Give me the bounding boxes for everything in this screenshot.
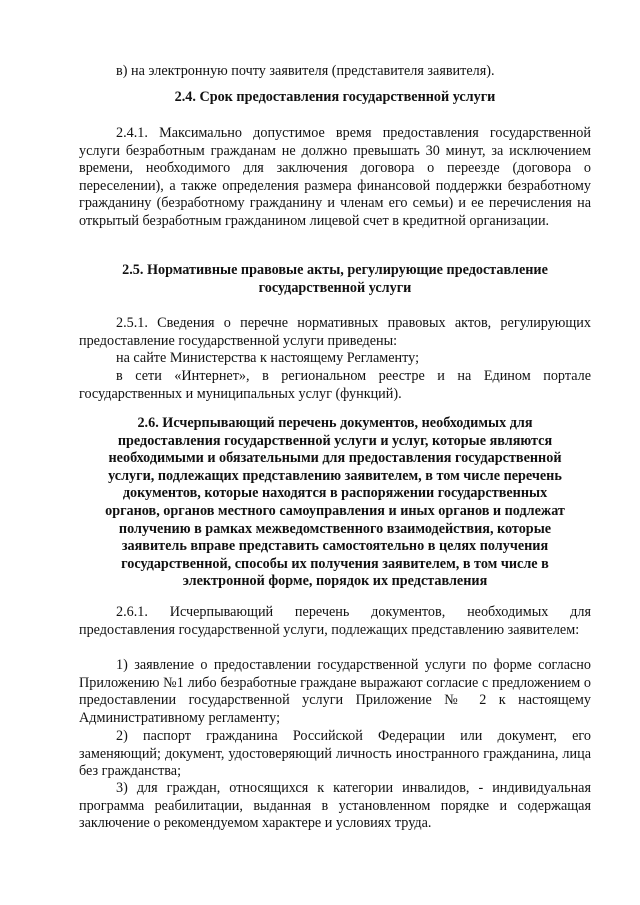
paragraph-2-5-1-a: на сайте Министерства к настоящему Регламенту; <box>116 350 420 366</box>
paragraph-2-5-1-b: в сети «Интернет», в региональном реестре и на Едином портале государственных и муниципальных услуг (функций). <box>79 368 591 402</box>
paragraph-2-6-1: 2.6.1. Исчерпывающий перечень документов, необходимых для предоставления государственной услуги, подлежащих представлению заявителем: <box>79 604 591 638</box>
heading-2-4: 2.4. Срок предоставления государственной услуги <box>174 89 496 105</box>
paragraph-2-6-1-item-1: 1) заявление о предоставлении государственной услуги по форме согласно Приложению №1 либо безработные граждане выражают согласие с предложением о предоставлении государственной услуги Приложение № 2 к настоящему Административному регламенту; <box>79 657 591 726</box>
paragraph-2-6-1-item-2: 2) паспорт гражданина Российской Федерации или документ, его заменяющий; документ, удостоверяющий личность иностранного гражданина, лица без гражданства; <box>79 728 591 780</box>
paragraph-2-3-v: в) на электронную почту заявителя (представителя заявителя). <box>116 63 495 79</box>
heading-2-5: 2.5. Нормативные правовые акты, регулирующие предоставление государственной услуги <box>122 262 548 296</box>
paragraph-2-6-1-item-3: 3) для граждан, относящихся к категории инвалидов, - индивидуальная программа реабилитации, выданная в установленном порядке и содержащая заключение о рекомендуемом характере и условиях труда. <box>79 780 591 832</box>
paragraph-2-5-1: 2.5.1. Сведения о перечне нормативных правовых актов, регулирующих предоставление государственной услуги приведены: <box>79 315 591 349</box>
heading-2-6: 2.6. Исчерпывающий перечень документов, необходимых для предоставления государственной услуги и услуг, которые являются необходимыми и обязательными для предоставления государственной услуги, подлежащих представлению заявителем, в том числе перечень документов, которые находятся в распоряжении государственных органов, органов местного самоуправления и иных органов и подлежат получению в рамках межведомственного взаимодействия, которые заявитель вправе представить самостоятельно в целях получения государственной, способы их получения заявителем, в том числе в электронной форме, порядок их представления <box>105 415 565 590</box>
paragraph-2-4-1: 2.4.1. Максимально допустимое время предоставления государственной услуги безработным гражданам не должно превышать 30 минут, за исключением времени, необходимого для заключения договора о переезде (договора о переселении), а также определения размера финансовой поддержки безработному гражданину (безработному гражданину и членам его семьи) и ее перечисления на открытый безработным гражданином лицевой счет в кредитной организации. <box>79 125 591 229</box>
